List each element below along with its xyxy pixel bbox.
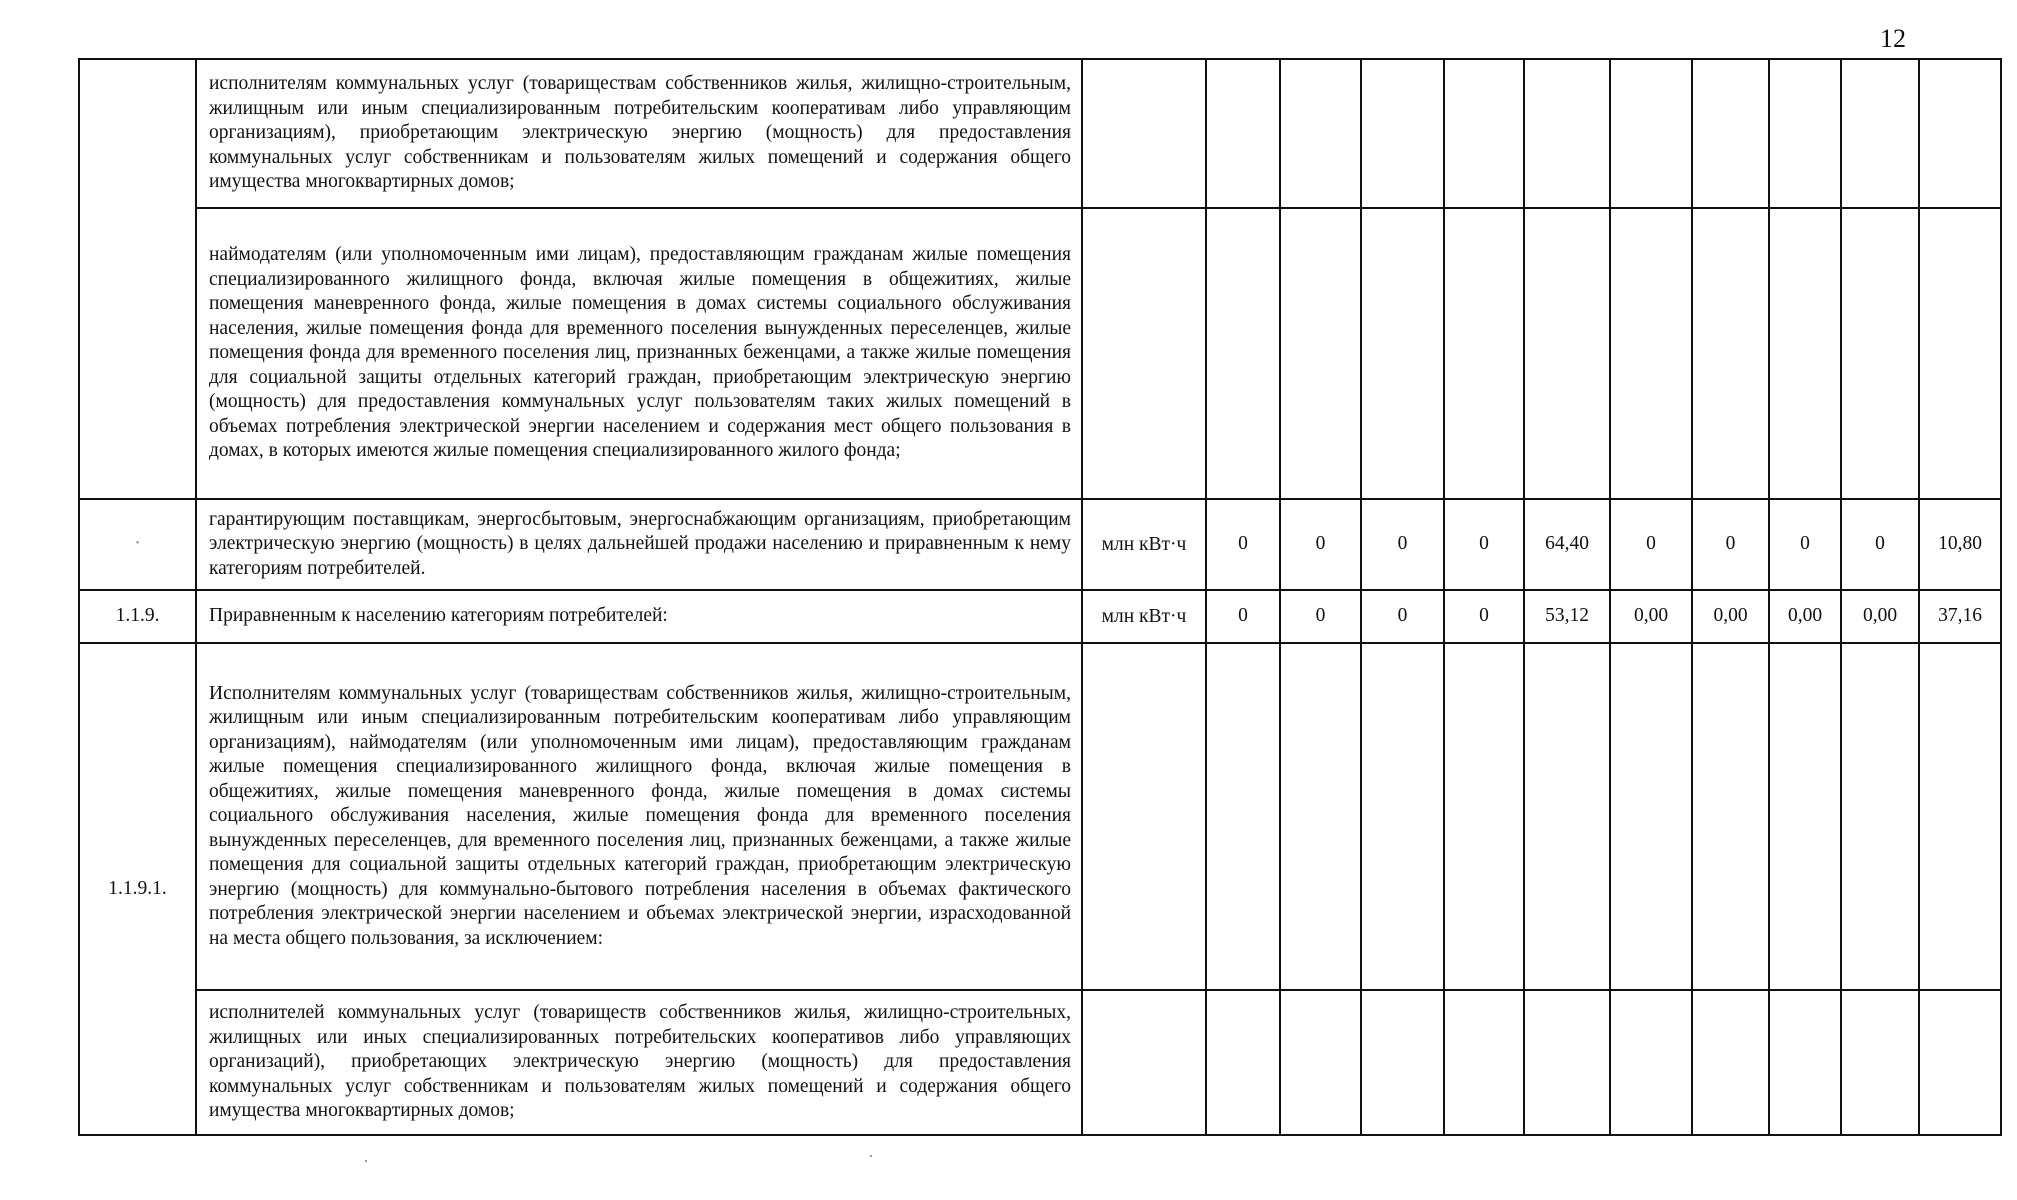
page-number: 12: [1880, 24, 1906, 53]
value-cell: 0: [1280, 590, 1361, 643]
value-cell: [1919, 990, 2001, 1135]
unit-cell: [1082, 990, 1206, 1135]
value-cell: [1769, 643, 1841, 990]
value-cell: [1610, 990, 1692, 1135]
row-description: исполнителям коммунальных услуг (товариществам собственников жилья, жилищно-строительным, жилищным или иным специализированным потребительским кооперативам либо управляющим организациям), приобретающим электрическую энергию (мощность) для предоставления коммунальных услуг собственникам и пользователям жилых помещений и содержания общего имущества многоквартирных домов;: [196, 59, 1082, 208]
value-cell: [1361, 59, 1444, 208]
row-number: ·: [79, 499, 196, 590]
value-cell: 0: [1206, 590, 1280, 643]
scan-speck: [870, 1155, 872, 1157]
value-cell: [1524, 990, 1610, 1135]
value-cell: [1280, 208, 1361, 499]
value-cell: 0,00: [1841, 590, 1919, 643]
value-cell: [1692, 208, 1769, 499]
row-number: 1.1.9.1.: [79, 643, 196, 1135]
table-row: [79, 590, 2001, 643]
value-cell: 64,40: [1524, 499, 1610, 590]
value-cell: 0: [1769, 499, 1841, 590]
value-cell: 37,16: [1919, 590, 2001, 643]
value-cell: [1280, 990, 1361, 1135]
value-cell: [1692, 643, 1769, 990]
value-cell: [1841, 643, 1919, 990]
value-cell: [1610, 643, 1692, 990]
row-number: [79, 59, 196, 499]
value-cell: [1206, 643, 1280, 990]
value-cell: [1919, 59, 2001, 208]
row-description: Исполнителям коммунальных услуг (товариществам собственников жилья, жилищно-строительным, жилищным или иным специализированным потребительским кооперативам либо управляющим организациям), наймодателям (или уполномоченным ими лицам), предоставляющим гражданам жилые помещения специализированного жилищного фонда, включая жилые помещения в общежитиях, жилые помещения маневренного фонда, жилые помещения в домах системы социального обслуживания населения, жилые помещения фонда для временного поселения вынужденных переселенцев, для временного поселения лиц, признанных беженцами, а также жилые помещения для социальной защиты отдельных категорий граждан, приобретающим электрическую энергию (мощность) для коммунально-бытового потребления населения в объемах фактического потребления электрической энергии населением и объемах электрической энергии, израсходованной на места общего пользования, за исключением:: [196, 643, 1082, 990]
value-cell: [1444, 59, 1524, 208]
unit-cell: млн кВт·ч: [1082, 590, 1206, 643]
value-cell: [1692, 59, 1769, 208]
value-cell: [1524, 59, 1610, 208]
value-cell: [1610, 59, 1692, 208]
value-cell: 0: [1361, 590, 1444, 643]
value-cell: [1206, 59, 1280, 208]
row-number: 1.1.9.: [79, 590, 196, 643]
value-cell: 0: [1841, 499, 1919, 590]
scan-speck: [365, 1160, 367, 1162]
unit-cell: млн кВт·ч: [1082, 499, 1206, 590]
value-cell: [1841, 208, 1919, 499]
value-cell: 0: [1361, 499, 1444, 590]
row-description: гарантирующим поставщикам, энергосбытовым, энергоснабжающим организациям, приобретающим электрическую энергию (мощность) в целях дальнейшей продажи населению и приравненным к нему категориям потребителей.: [196, 499, 1082, 590]
value-cell: [1361, 990, 1444, 1135]
value-cell: 53,12: [1524, 590, 1610, 643]
value-cell: 0: [1280, 499, 1361, 590]
value-cell: [1444, 643, 1524, 990]
value-cell: [1361, 208, 1444, 499]
value-cell: [1769, 208, 1841, 499]
value-cell: [1841, 59, 1919, 208]
value-cell: [1692, 990, 1769, 1135]
row-description: исполнителей коммунальных услуг (товариществ собственников жилья, жилищно-строительных, жилищных или иных специализированных потребительских кооперативов либо управляющих организаций), приобретающих электрическую энергию (мощность) для предоставления коммунальных услуг собственникам и пользователям жилых помещений и содержания общего имущества многоквартирных домов;: [196, 990, 1082, 1135]
table-row: [79, 990, 2001, 1135]
value-cell: 10,80: [1919, 499, 2001, 590]
row-description: наймодателям (или уполномоченным ими лицам), предоставляющим гражданам жилые помещения специализированного жилищного фонда, включая жилые помещения в общежитиях, жилые помещения маневренного фонда, жилые помещения в домах системы социального обслуживания населения, жилые помещения фонда для временного поселения вынужденных переселенцев, жилые помещения фонда для временного поселения лиц, признанных беженцами, а также жилые помещения для социальной защиты отдельных категорий граждан, приобретающим электрическую энергию (мощность) для предоставления коммунальных услуг пользователям таких жилых помещений в объемах потребления электрической энергии населением и содержания мест общего пользования в домах, в которых имеются жилые помещения специализированного жилого фонда;: [196, 208, 1082, 499]
value-cell: [1280, 59, 1361, 208]
unit-cell: [1082, 59, 1206, 208]
tariff-balance-table: [78, 58, 2002, 1136]
value-cell: [1769, 59, 1841, 208]
value-cell: [1841, 990, 1919, 1135]
value-cell: [1444, 208, 1524, 499]
value-cell: [1206, 990, 1280, 1135]
table-row: [79, 643, 2001, 990]
table-row: [79, 499, 2001, 590]
value-cell: [1361, 643, 1444, 990]
unit-cell: [1082, 208, 1206, 499]
value-cell: 0: [1206, 499, 1280, 590]
value-cell: 0,00: [1610, 590, 1692, 643]
table-row: [79, 208, 2001, 499]
table-row: [79, 59, 2001, 208]
value-cell: [1919, 208, 2001, 499]
row-description: Приравненным к населению категориям потребителей:: [196, 590, 1082, 643]
value-cell: [1280, 643, 1361, 990]
value-cell: 0,00: [1692, 590, 1769, 643]
value-cell: 0: [1444, 590, 1524, 643]
value-cell: [1769, 990, 1841, 1135]
value-cell: [1206, 208, 1280, 499]
value-cell: [1919, 643, 2001, 990]
value-cell: [1610, 208, 1692, 499]
value-cell: 0: [1610, 499, 1692, 590]
value-cell: [1444, 990, 1524, 1135]
value-cell: [1524, 643, 1610, 990]
value-cell: 0: [1692, 499, 1769, 590]
value-cell: 0,00: [1769, 590, 1841, 643]
value-cell: [1524, 208, 1610, 499]
unit-cell: [1082, 643, 1206, 990]
value-cell: 0: [1444, 499, 1524, 590]
